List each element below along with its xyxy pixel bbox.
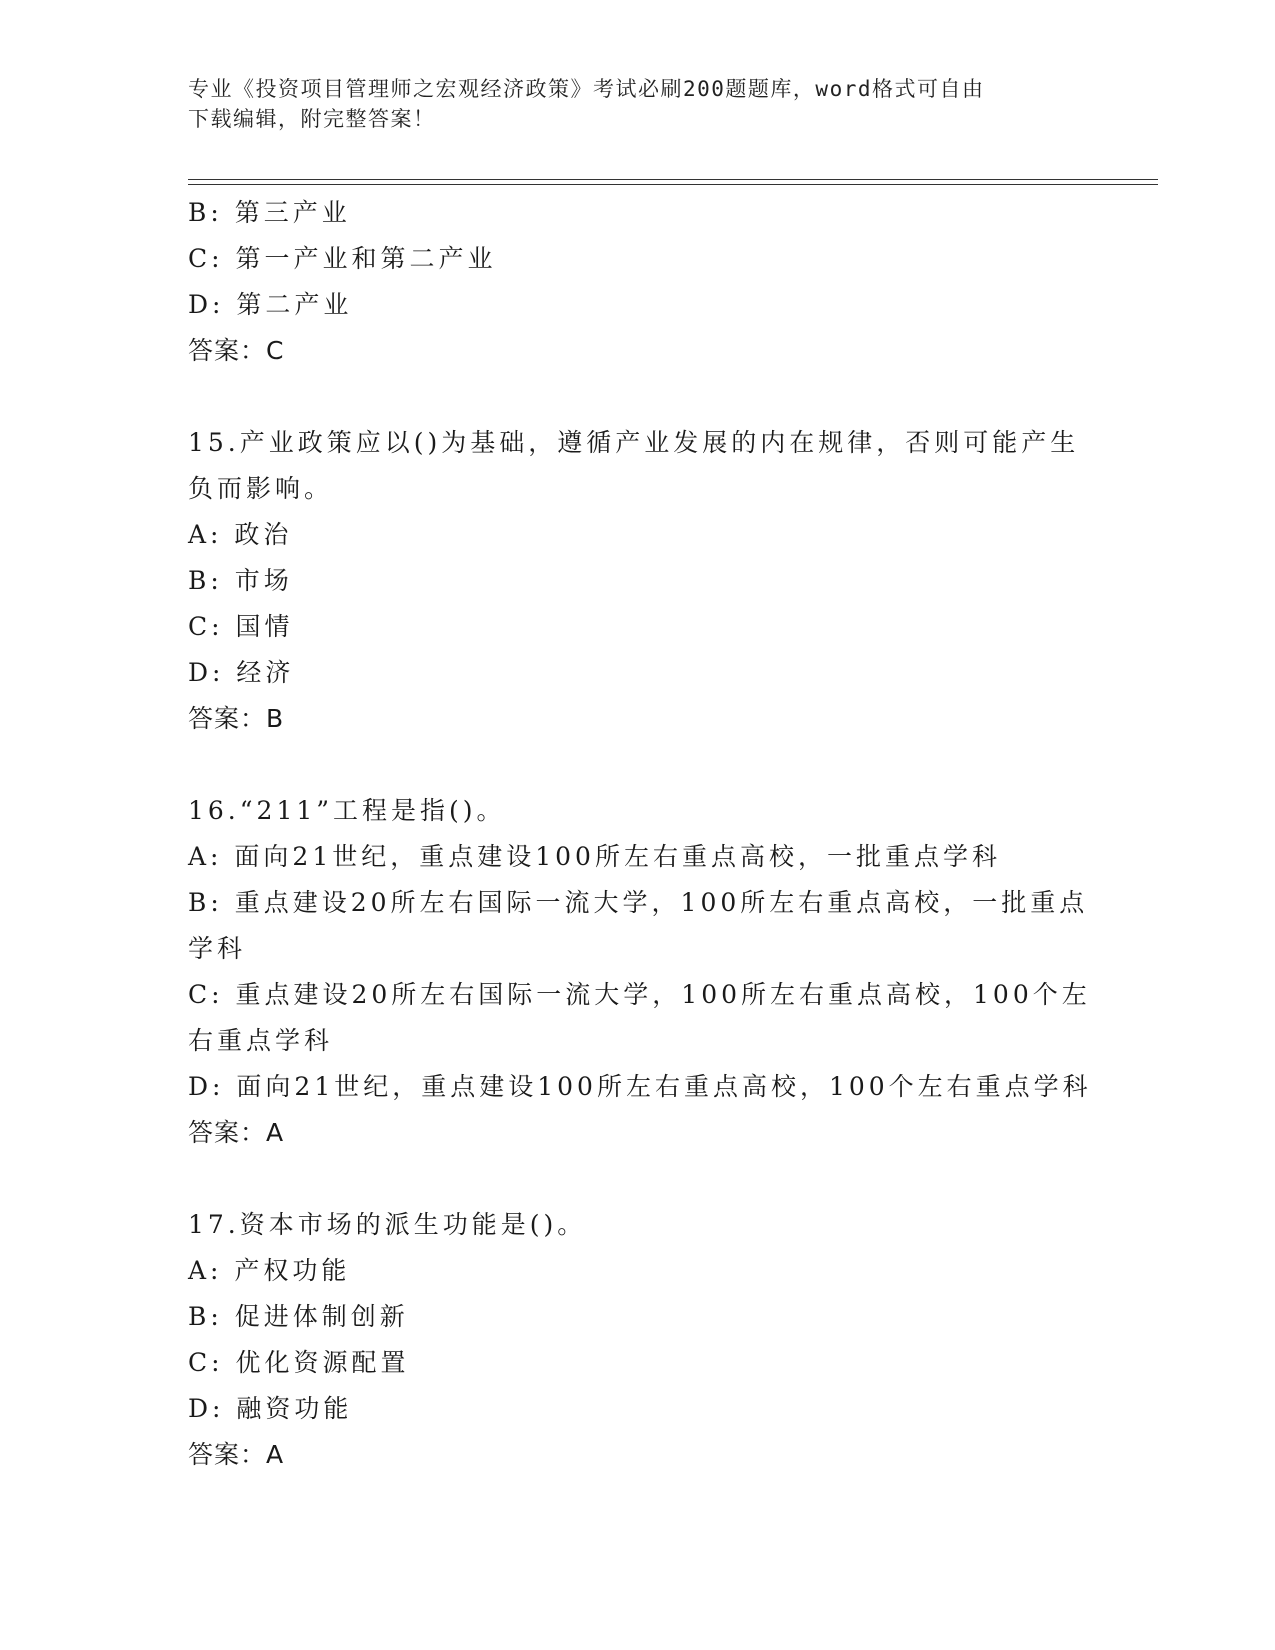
question-block-15	[188, 420, 1088, 742]
option-d: D: 经济	[188, 658, 295, 687]
option-b: B: 第三产业	[188, 198, 351, 227]
option-b-line-2: 学科	[188, 934, 247, 963]
spacer	[188, 1156, 1088, 1202]
option-c-line-2: 右重点学科	[188, 1026, 334, 1055]
option-d: D: 面向21世纪，重点建设100所左右重点高校，100个左右重点学科	[188, 1072, 1092, 1101]
answer-line: 答案：C	[188, 336, 285, 365]
question-list	[188, 190, 1092, 1478]
answer-line: 答案：B	[188, 704, 285, 733]
option-a: A: 面向21世纪，重点建设100所左右重点高校，一批重点学科	[188, 842, 1001, 871]
question-text: 17.资本市场的派生功能是()。	[188, 1210, 587, 1239]
option-c: C: 国情	[188, 612, 294, 641]
option-d: D: 融资功能	[188, 1394, 353, 1423]
option-b: B: 促进体制创新	[188, 1302, 409, 1331]
spacer	[188, 742, 1088, 788]
option-b-line-1: B: 重点建设20所左右国际一流大学，100所左右重点高校，一批重点	[188, 888, 1089, 917]
option-c-line-1: C: 重点建设20所左右国际一流大学，100所左右重点高校，100个左	[188, 980, 1091, 1009]
header-line-2: 下载编辑，附完整答案！	[188, 107, 436, 131]
question-block-17	[188, 1202, 1088, 1478]
option-a: A: 政治	[188, 520, 293, 549]
header-divider-top	[188, 179, 1158, 180]
option-a: A: 产权功能	[188, 1256, 351, 1285]
question-block-14	[188, 190, 1088, 374]
option-b: B: 市场	[188, 566, 293, 595]
question-text-line-2: 负而影响。	[188, 474, 334, 503]
question-text: 16.“211”工程是指()。	[188, 796, 506, 825]
question-block-16	[188, 788, 1092, 1156]
option-d: D: 第二产业	[188, 290, 353, 319]
document-header	[188, 74, 1088, 134]
option-c: C: 优化资源配置	[188, 1348, 410, 1377]
option-c: C: 第一产业和第二产业	[188, 244, 497, 273]
answer-line: 答案：A	[188, 1118, 285, 1147]
spacer	[188, 374, 1088, 420]
header-divider-bottom	[188, 184, 1158, 185]
answer-line: 答案：A	[188, 1440, 285, 1469]
header-line-1: 专业《投资项目管理师之宏观经济政策》考试必刷200题题库，word格式可自由	[188, 77, 985, 101]
question-text-line-1: 15.产业政策应以()为基础，遵循产业发展的内在规律，否则可能产生	[188, 428, 1080, 457]
